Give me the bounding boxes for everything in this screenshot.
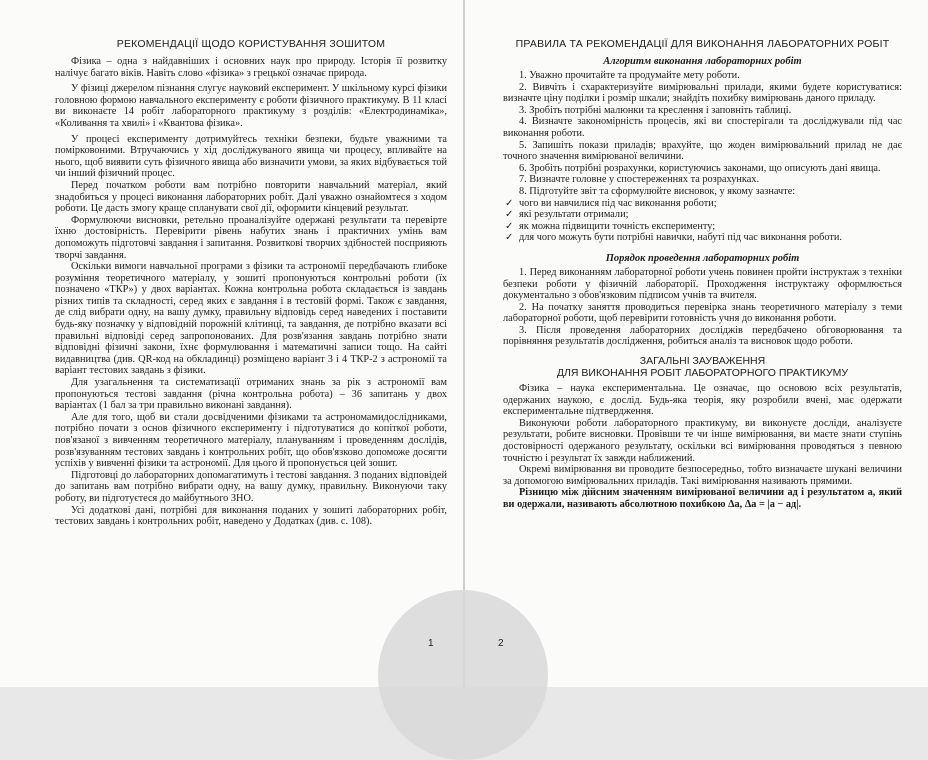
page-shadow [378,590,548,760]
general-paragraph: Виконуючи роботи лабораторного практикуму, ви виконуєте досліди, аналізуєте результати, робите висновки. Провівши те чи інше вимірювання, ви маєте знати ступінь достовірності одержаного результату, оскільки всі вимірювання проводяться з певною точністю і результат їх завжди наближений. [503,417,902,464]
checklist-text: як можна підвищити точність експерименту; [519,220,716,232]
procedure-list [503,267,902,348]
left-paragraph: Усі додаткові дані, потрібні для виконання поданих у зошиті лабораторних робіт, тестових завдань і контрольних робіт, наведено у Додатках (див. с. 108). [55,504,447,528]
report-checklist [503,198,902,244]
list-item: 2. На початку заняття проводиться перевірка знань теоретичного матеріалу з теми лабораторної роботи, щоб перевірити готовність учня до виконання роботи. [503,301,902,325]
list-item: 1. Перед виконанням лабораторної роботи учень повинен пройти інструктаж з техніки безпеки роботи у фізичній лабораторії. Проходження інструктажу оформлюється документально з обов'язковим підписом учнів та вчителя. [503,266,902,302]
checkmark-icon: ✓ [505,209,514,221]
list-item: 5. Запишіть покази приладів; врахуйте, що жоден вимірювальний прилад не дає точного значення вимірюваної величини. [503,139,902,163]
general-heading-line1: ЗАГАЛЬНІ ЗАУВАЖЕННЯ [639,355,766,368]
page-number-right: 2 [498,638,504,649]
page-number-left: 1 [428,638,434,649]
algorithm-list [503,70,902,198]
left-paragraph: Для узагальнення та систематизації отриманих знань за рік з астрономії вам пропонуються тестові завдання (річна контрольна робота) – 36 запитань у двох варіантах (1 бал за три правильно виконані завдання). [55,377,447,412]
left-paragraph: У фізиці джерелом пізнання слугує науковий експеримент. У шкільному курсі фізики головною формою навчального експерименту є роботи фізичного практикуму. В 11 класі ви виконаєте 14 робіт лабораторного практикуму з розділів: «Електродинаміка», «Коливання та хвилі» і «Квантова фізика». [55,83,447,129]
checklist-item [503,232,902,244]
right-page-title: ПРАВИЛА ТА РЕКОМЕНДАЦІЇ ДЛЯ ВИКОНАННЯ ЛАБОРАТОРНИХ РОБІТ [515,38,890,50]
checkmark-icon: ✓ [505,220,514,232]
general-paragraph: Окремі вимірювання ви проводите безпосередньо, тобто визначаєте шукані величини за допомогою вимірювальних приладів. Такі вимірювання називають прямими. [503,464,902,487]
list-item: 7. Визначте головне у спостереженнях та розрахунках. [519,174,760,186]
right-page [465,0,928,687]
checkmark-icon: ✓ [505,232,514,244]
list-item: 8. Підготуйте звіт та сформулюйте висновок, у якому зазначте: [519,185,796,197]
left-paragraph: Формулюючи висновки, ретельно проаналізуйте одержані результати та перевірте їхню достовірність. Перевірити рівень набутих знань і практичних умінь вам допоможуть підготовчі завдання і запитання. Розвиткові творчих здібностей посприяють творчі завдання. [55,214,447,261]
list-item: 1. Уважно прочитайте та продумайте мету роботи. [519,70,740,81]
checklist-item [503,209,902,221]
general-heading [503,355,902,379]
list-item: 3. Після проведення лабораторних досліджів передбачено обговорювання та порівняння результатів дослідження, робиться аналіз та висновок щодо роботи. [503,324,902,348]
left-paragraph: Але для того, щоб ви стали досвідченими фізиками та астрономамидослідниками, потрібно почати з основ фізичного експерименту і підготуватися до копіткої роботи, пов'язаної з вивченням теоретичного матеріалу, плануванням і проведенням дослідів, розв'язуванням тестових завдань і контрольних робіт, що обов'язково допоможе досягти успіхів у вивченні фізики та астрономії. Для цього й пропонується цей зошит. [55,411,447,470]
left-paragraph: У процесі експерименту дотримуйтесь техніки безпеки, будьте уважними та помірковоними. Втручаючись у хід досліджуваного явища чи процесу, впливайте на нього, щоб виявити суть фізичного явища або визначити умови, за яких відбувається той чи інший фізичний процес. [55,133,447,180]
left-paragraph: Оскільки вимоги навчальної програми з фізики та астрономії передбачають глибоке розуміння теоретичного матеріалу, у зошиті пропонуються контрольні роботи (їх позначено «ТКР») у двох варіантах. Кожна контрольна робота складається із завдань різних типів та складності, серед яких є завдання і в тестовій формі. Також є завдання, де слід вибрати одну, на вашу думку, правильну відповідь серед наведених і поставити будь-яку позначку у відповідній порожній клітинці, та завдання, де потрібно вказати всі правильні відповіді серед запропонованих. Для розв'язання завдань потрібно знати відповідні фізичні закони, їхнє формулювання і математичні записи тощо. На сайті видавництва (див. QR-код на обкладинці) розміщено варіант 3 і 4 ТКР-2 з астрономії та варіант тестових завдань з фізики. [55,261,447,377]
left-body [55,56,447,528]
checklist-text: які результати отримали; [519,209,629,221]
list-item: 6. Зробіть потрібні розрахунки, користуючись законами, що описують дані явища. [519,162,881,174]
left-paragraph: Перед початком роботи вам потрібно повторити навчальний матеріал, який знадобиться у процесі виконання лабораторних робіт. Далі уважно ознайомтеся з ходом роботи. Це дасть змогу краще спланувати свої дії, оформити кінцевий результат. [55,179,447,215]
left-paragraph: Фізика – одна з найдавніших і основних наук про природу. Історія її розвитку налічує багато віків. Навіть слово «фізика» з грецької означає природа. [55,56,447,79]
checklist-item [503,221,902,233]
general-heading-line2: ДЛЯ ВИКОНАННЯ РОБІТ ЛАБОРАТОРНОГО ПРАКТИКУМУ [556,367,849,380]
left-page [0,0,463,687]
general-paragraph: Фізика – наука експериментальна. Це означає, що основою всіх результатів, одержаних наукою, є дослід. Будь-яка теорія, яку розробили вчені, має одержати експериментальне підтвердження. [503,383,902,418]
checkmark-icon: ✓ [505,197,514,209]
checklist-text: чого ви навчилися під час виконання роботи; [519,197,717,209]
list-item: 2. Вивчіть і схарактеризуйте вимірювальні прилади, якими будете користуватися: визначте ціну поділки і розмір шкали; знайдіть похибку вимірювань даного приладу. [503,81,902,105]
checklist-item [503,198,902,210]
checklist-text: для чого можуть бути потрібні навички, набуті під час виконання роботи. [519,232,842,244]
list-item: 3. Зробіть потрібні малюнки та креслення і заповніть таблиці. [519,104,792,116]
procedure-heading: Порядок проведення лабораторних робіт [605,252,800,264]
left-paragraph: Підготовці до лабораторних допомагатимуть і тестові завдання. З поданих відповідей до запитань вам потрібно вибрати одну, на вашу думку, правильну. Виконуючи таку роботу, ви підготуєтеся до майбутнього ЗНО. [55,469,447,504]
left-page-title: РЕКОМЕНДАЦІЇ ЩОДО КОРИСТУВАННЯ ЗОШИТОМ [116,38,386,50]
algorithm-heading: Алгоритм виконання лабораторних робіт [603,56,802,67]
absolute-error-definition: Різницю між дійсним значенням вимірюваної величини aд і результатом a, який ви одержали, називають абсолютною похибкою Δa, Δa = |a − aд|. [503,487,902,510]
list-item: 4. Визначте закономірність процесів, які ви спостерігали та досліджували під час виконання роботи. [503,116,902,139]
